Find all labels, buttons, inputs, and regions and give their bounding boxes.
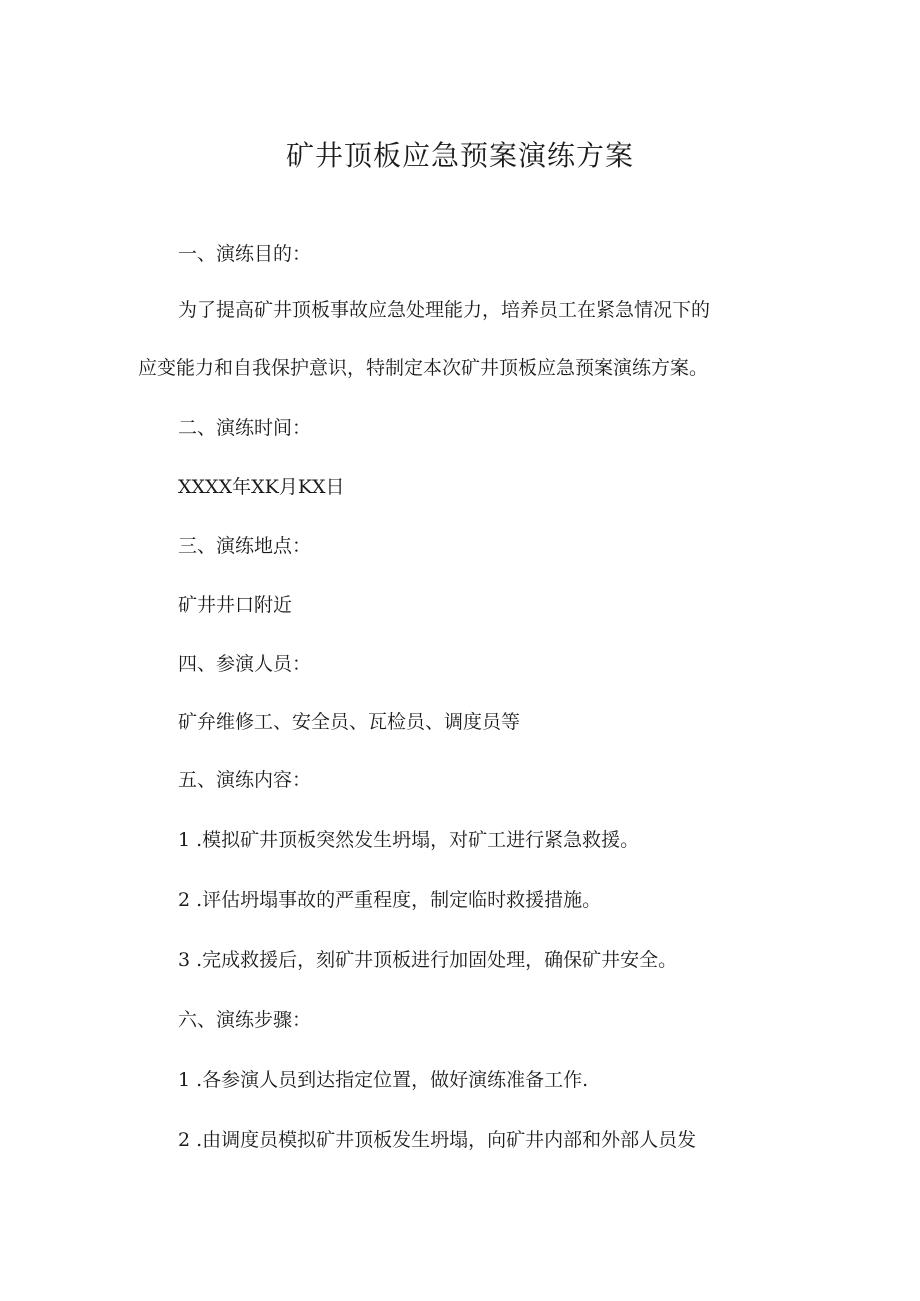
document-title: 矿井顶板应急预案演练方案	[285, 139, 634, 172]
content-item-3: 3 .完成救援后，刻矿井顶板进行加固处理，确保矿井安全。	[178, 949, 678, 971]
drill-location-value: 矿井井口附近	[178, 594, 293, 616]
section-heading-location: 三、演练地点：	[178, 535, 312, 557]
purpose-paragraph-line-2: 应变能力和自我保护意识，特制定本次矿井顶板应急预案演练方案。	[138, 357, 709, 379]
content-item-2: 2 .评估坍塌事故的严重程度，制定临时救援措施。	[178, 889, 602, 911]
steps-item-2: 2 .由调度员模拟矿井顶板发生坍塌，向矿井内部和外部人员发	[178, 1129, 697, 1151]
section-heading-content: 五、演练内容：	[178, 769, 312, 791]
content-item-1: 1 .模拟矿井顶板突然发生坍塌，对矿工进行紧急救援。	[178, 829, 640, 851]
section-heading-steps: 六、演练步骤：	[178, 1009, 312, 1031]
section-heading-purpose: 一、演练目的：	[178, 243, 312, 265]
participants-value: 矿弁维修工、安全员、瓦检员、调度员等	[178, 711, 521, 733]
section-heading-time: 二、演练时间：	[178, 417, 312, 439]
drill-time-value: XXXX年XK月KX日	[178, 476, 345, 498]
steps-item-1: 1 .各参演人员到达指定位置，做好演练准备工作.	[178, 1069, 589, 1091]
section-heading-participants: 四、参演人员：	[178, 653, 312, 675]
purpose-paragraph-line-1: 为了提高矿井顶板事故应急处理能力，培养员工在紧急情况下的	[178, 299, 711, 321]
